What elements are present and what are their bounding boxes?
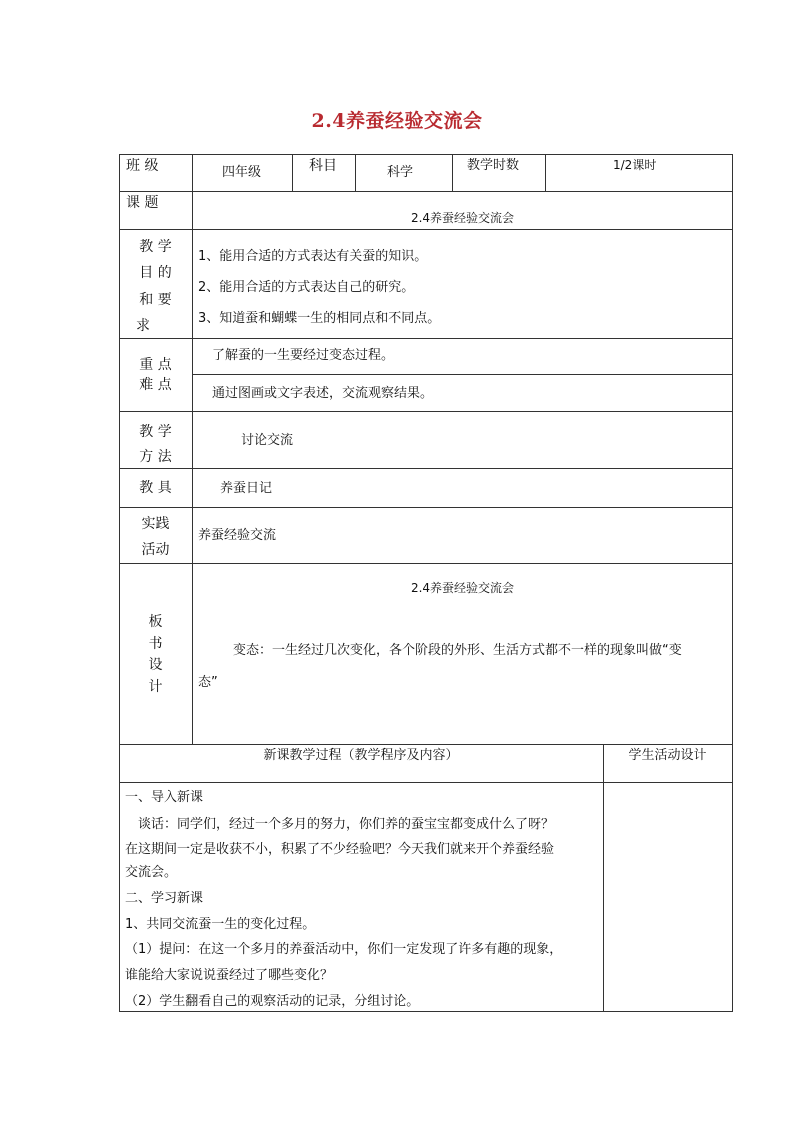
process-line: （1）提问：在这一个多月的养蚕活动中，你们一定发现了许多有趣的现象， xyxy=(125,942,563,957)
row1-divider xyxy=(545,154,546,191)
tools-value: 养蚕日记 xyxy=(220,481,273,496)
topic-label: 课 题 xyxy=(126,195,159,211)
goals-label-line: 求 xyxy=(136,318,150,334)
hours-value: 1/2课时 xyxy=(613,158,657,172)
tools-label: 教 具 xyxy=(139,480,172,496)
process-line: 谈话：同学们，经过一个多月的努力，你们养的蚕宝宝都变成什么了呀？ xyxy=(125,817,555,832)
table-border-bottom xyxy=(119,1011,733,1012)
row1-divider xyxy=(355,154,356,191)
process-header-left: 新课教学过程（教学程序及内容） xyxy=(263,748,459,763)
process-column-divider xyxy=(603,744,604,1011)
row-divider xyxy=(119,229,733,230)
goal-item: 3、知道蚕和蝴蝶一生的相同点和不同点。 xyxy=(198,311,441,326)
subject-label: 科目 xyxy=(309,158,337,174)
process-line: 在这期间一定是收获不小，积累了不少经验吧？今天我们就来开个养蚕经验 xyxy=(125,842,555,857)
row-divider xyxy=(119,563,733,564)
topic-value: 2.4养蚕经验交流会 xyxy=(410,211,515,225)
keypoints-label-line: 难 点 xyxy=(139,377,172,393)
row-divider xyxy=(119,191,733,192)
board-label-line: 计 xyxy=(148,679,163,695)
process-line: 1、共同交流蚕一生的变化过程。 xyxy=(125,917,316,932)
row-divider xyxy=(119,782,733,783)
method-value: 讨论交流 xyxy=(241,433,294,448)
row1-divider xyxy=(292,154,293,191)
document-title: 2.4养蚕经验交流会 xyxy=(311,110,483,132)
table-border-top xyxy=(119,154,733,155)
board-label-line: 书 xyxy=(148,636,163,652)
board-heading: 2.4养蚕经验交流会 xyxy=(410,581,515,595)
row-divider xyxy=(119,507,733,508)
hours-label: 教学时数 xyxy=(467,158,520,173)
process-line: （2）学生翻看自己的观察活动的记录，分组讨论。 xyxy=(125,994,420,1009)
class-value: 四年级 xyxy=(222,165,262,180)
row1-divider xyxy=(452,154,453,191)
practice-value: 养蚕经验交流 xyxy=(198,528,277,543)
row-divider xyxy=(119,744,733,745)
process-line: 二、学习新课 xyxy=(125,891,204,906)
board-label-line: 设 xyxy=(148,657,163,673)
practice-label-line: 活动 xyxy=(141,542,170,558)
board-content-line: 变态：一生经过几次变化，各个阶段的外形、生活方式都不一样的现象叫做“变 xyxy=(233,643,682,658)
label-column-divider xyxy=(192,154,193,744)
difficult-point: 通过图画或文字表述，交流观察结果。 xyxy=(212,386,434,401)
goal-item: 2、能用合适的方式表达自己的研究。 xyxy=(198,280,415,295)
method-label-line: 教 学 xyxy=(139,424,172,440)
practice-label-line: 实践 xyxy=(141,516,170,532)
keypoints-label-line: 重 点 xyxy=(139,357,172,373)
goals-label-line: 教 学 xyxy=(139,239,172,255)
row-divider xyxy=(119,468,733,469)
key-point: 了解蚕的一生要经过变态过程。 xyxy=(212,348,395,363)
subject-value: 科学 xyxy=(387,165,414,180)
board-label-line: 板 xyxy=(148,614,163,630)
method-label-line: 方 法 xyxy=(139,449,172,465)
goals-label-line: 目 的 xyxy=(139,265,172,281)
row-divider xyxy=(119,338,733,339)
class-label: 班 级 xyxy=(126,158,159,174)
process-line: 交流会。 xyxy=(125,865,178,880)
process-header-right: 学生活动设计 xyxy=(628,748,707,763)
goal-item: 1、能用合适的方式表达有关蚕的知识。 xyxy=(198,249,428,264)
process-line: 一、导入新课 xyxy=(125,790,204,805)
row-divider xyxy=(192,374,733,375)
row-divider xyxy=(119,411,733,412)
board-content-line: 态” xyxy=(198,675,218,690)
process-line: 谁能给大家说说蚕经过了哪些变化？ xyxy=(125,968,334,983)
table-border-left xyxy=(119,154,120,1011)
goals-label-line: 和 要 xyxy=(139,292,172,308)
